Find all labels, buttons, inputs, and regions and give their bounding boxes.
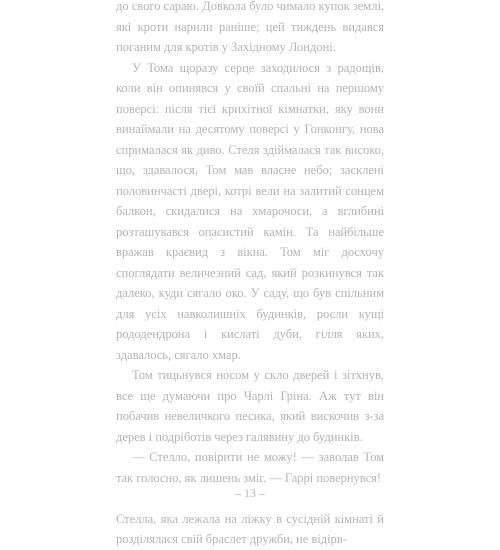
paragraph-5: Стелла, яка лежала на ліжку в сусідній кімнаті й розділялася свій браслет дружби, не відірв-: [116, 511, 384, 546]
body-text: [116, 0, 384, 550]
paragraph-2: У Тома щоразу серце заходилося з радощів, коли він опинявся у своїй спальні на першому поверсі: після тієї крихітної кімнатки, яку вони винаймали на десятому поверсі у Гонконгу, нова спрималася як диво. Стеля здіймалася так високо, що, здавалося, Том мав власне небо; засклені половинчасті двері, котрі вели на залитий сонцем балкон, скидалися на хмарочоси, а вглибині розташувався опасистий камін. Та найбільше вражав краєвид з вікна. Том міг досхочу споглядати величезний сад, який розкинувся так далеко, куди сягало око. У саду, що був спільним для усіх навколишніх будинків, росли кущі рододендрона і кислаті дуби, гілля яких, здавалось, сягало хмар.: [116, 60, 384, 362]
page-number: – 13 –: [235, 486, 265, 500]
paragraph-1: до свого сараю. Довкола було чимало купок землі, які кроти нарили раніше; цей тиждень видався поганим для кротів у Західному Лондоні.: [116, 0, 384, 54]
paragraph-4: — Стелло, повірити не можу! — заволав Том так голосно, як лишень зміг. — Гаррі повернувся!: [116, 450, 384, 485]
paragraph-3: Том тицьнувся носом у скло дверей і зітхнув, все ще думаючи про Чарлі Гріна. Аж тут він побачив невеличкого песика, який вискочив з-за дерев і подріботів через галявину до будинків.: [116, 368, 384, 444]
